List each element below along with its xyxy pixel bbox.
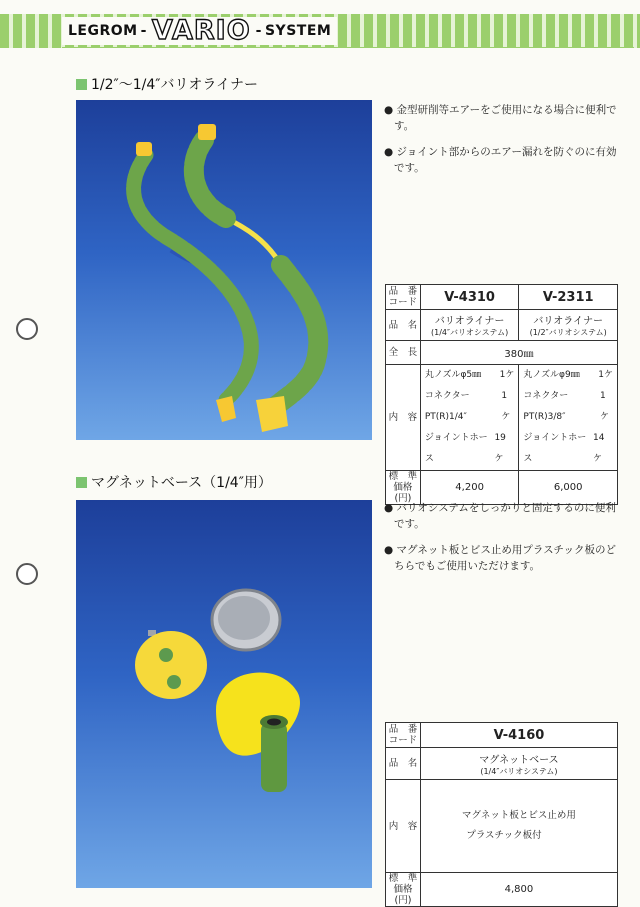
- product-content: 丸ノズルφ5㎜ 1ケ コネクターPT(R)1/4″ 1ケ ジョイントホース 19ケ: [420, 365, 519, 471]
- product-photo-variolner: [76, 100, 372, 440]
- brand-left: LEGROM: [68, 23, 138, 39]
- header-rule: [62, 47, 634, 48]
- section1-title: [76, 74, 258, 94]
- label-code: 品 番 コード: [386, 723, 421, 748]
- hose-illustration: [76, 100, 372, 440]
- brand-vario: VARIO: [151, 15, 251, 46]
- section2-bullets: [384, 500, 620, 584]
- bullet-item: ● 金型研削等エアーをご使用になる場合に便利です。: [384, 104, 617, 132]
- label-code: 品 番 コード: [386, 285, 421, 310]
- brand-logo: [62, 17, 337, 45]
- product-price: 6,000: [519, 471, 618, 505]
- section2-title-text: マグネットベース（1/4″用）: [91, 475, 272, 491]
- bullet-item: ● ジョイント部からのエアー漏れを防ぐのに有効です。: [384, 146, 617, 174]
- product-code: V-2311: [519, 285, 618, 310]
- product-price: 4,800: [420, 873, 617, 907]
- bullet-item: ● バリオシステムをしっかりと固定するのに便利です。: [384, 502, 616, 530]
- spec-table-1: [385, 284, 618, 505]
- section-marker-icon: [76, 79, 87, 90]
- product-code: V-4310: [420, 285, 519, 310]
- product-name: バリオライナー (1/4″バリオシステム): [420, 310, 519, 341]
- label-name: 品 名: [386, 310, 421, 341]
- label-name: 品 名: [386, 748, 421, 780]
- header-banner: [0, 14, 640, 48]
- product-photo-magnet-base: [76, 500, 372, 888]
- binder-hole-top: [16, 318, 38, 340]
- product-name: マグネットベース (1/4″バリオシステム): [420, 748, 617, 780]
- product-length: 380㎜: [420, 341, 617, 365]
- product-price: 4,200: [420, 471, 519, 505]
- section2-title: [76, 472, 272, 492]
- binder-hole-bottom: [16, 563, 38, 585]
- section-marker-icon: [76, 477, 87, 488]
- brand-dash-1: -: [140, 23, 147, 39]
- brand-dash-2: -: [255, 23, 262, 39]
- product-content: マグネット板とビス止め用 プラスチック板付: [420, 780, 617, 873]
- magnet-base-illustration: [76, 500, 372, 888]
- label-price: 標 準 価格(円): [386, 873, 421, 907]
- section1-bullets: [384, 102, 620, 186]
- spec-table-2: [385, 722, 618, 907]
- section1-title-text: 1/2″〜1/4″バリオライナー: [91, 77, 258, 93]
- product-name: バリオライナー (1/2″バリオシステム): [519, 310, 618, 341]
- label-content: 内 容: [386, 365, 421, 471]
- product-code: V-4160: [420, 723, 617, 748]
- brand-right: SYSTEM: [264, 23, 332, 39]
- label-price: 標 準 価格(円): [386, 471, 421, 505]
- label-length: 全 長: [386, 341, 421, 365]
- label-content: 内 容: [386, 780, 421, 873]
- bullet-item: ● マグネット板とビス止め用プラスチック板のどちらでもご使用いただけます。: [384, 544, 617, 572]
- product-content: 丸ノズルφ9㎜ 1ケ コネクターPT(R)3/8″ 1ケ ジョイントホース 14ケ: [519, 365, 618, 471]
